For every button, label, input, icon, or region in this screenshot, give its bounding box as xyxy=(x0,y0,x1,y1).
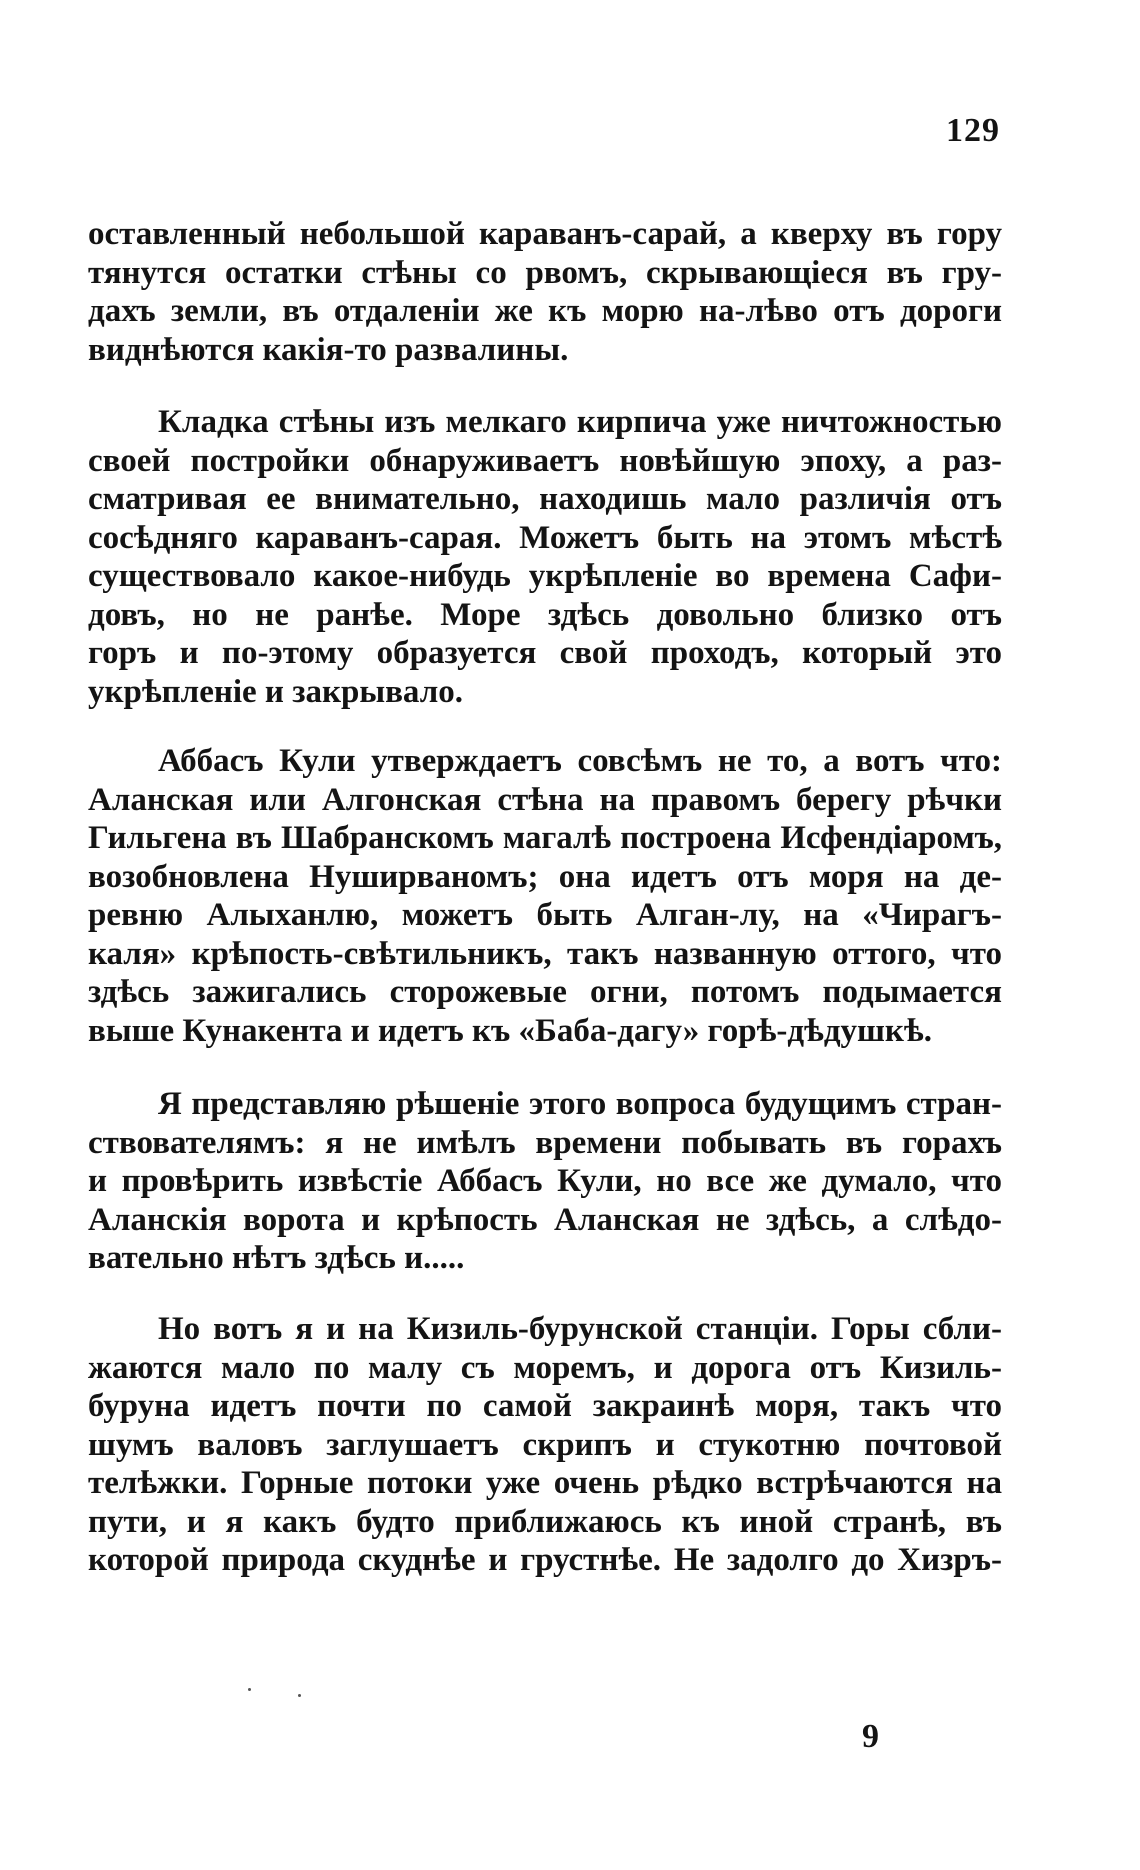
text-line: Но вотъ я и на Кизиль-бурунской станціи. Горы сбли- xyxy=(158,1311,1002,1347)
page-number: 129 xyxy=(946,112,1000,149)
text-line: горъ и по-этому образуется свой проходъ, который это xyxy=(88,635,1002,671)
print-speck xyxy=(248,1688,251,1691)
paragraph-4 xyxy=(88,1085,1002,1278)
paragraph-5 xyxy=(88,1310,1002,1580)
text-line: существовало какое-нибудь укрѣпленіе во времена Сафи- xyxy=(88,558,1002,594)
paragraph-3 xyxy=(88,742,1002,1050)
text-line: оставленный небольшой караванъ-сарай, а кверху въ гору xyxy=(88,216,1002,252)
paragraph-2 xyxy=(88,403,1002,711)
text-line: здѣсь зажигались сторожевые огни, потомъ подымается xyxy=(88,974,1002,1010)
text-line: Я представляю рѣшеніе этого вопроса будущимъ стран- xyxy=(158,1086,1002,1122)
text-line: жаются мало по малу съ моремъ, и дорога отъ Кизиль- xyxy=(88,1349,1002,1386)
text-line: и провѣрить извѣстіе Аббасъ Кули, но все же думало, что xyxy=(88,1163,1002,1199)
text-line: Аббасъ Кули утверждаетъ совсѣмъ не то, а вотъ что: xyxy=(158,743,1002,779)
text-line: своей постройки обнаруживаетъ новѣйшую эпоху, а раз- xyxy=(88,442,1002,479)
text-line: буруна идетъ почти по самой закраинѣ моря, такъ что xyxy=(88,1388,1002,1424)
text-line: пути, и я какъ будто приближаюсь къ иной странѣ, въ xyxy=(88,1503,1002,1540)
text-line: телѣжки. Горные потоки уже очень рѣдко встрѣчаются на xyxy=(88,1465,1002,1501)
signature-mark: 9 xyxy=(862,1718,879,1755)
paragraph-1 xyxy=(88,215,1002,369)
text-line: шумъ валовъ заглушаетъ скрипъ и стукотню почтовой xyxy=(88,1426,1002,1463)
text-line: довъ, но не ранѣе. Море здѣсь довольно близко отъ xyxy=(88,596,1002,633)
text-line: тянутся остатки стѣны со рвомъ, скрывающіеся въ гру- xyxy=(88,254,1002,291)
text-line: возобновлена Нуширваномъ; она идетъ отъ моря на де- xyxy=(88,858,1002,895)
text-line: укрѣпленіе и закрывало. xyxy=(88,673,463,710)
text-line: сосѣдняго караванъ-сарая. Можетъ быть на этомъ мѣстѣ xyxy=(88,519,1002,556)
print-speck xyxy=(298,1694,301,1697)
text-line: дахъ земли, въ отдаленіи же къ морю на-лѣво отъ дороги xyxy=(88,293,1002,329)
text-line: вательно нѣтъ здѣсь и..... xyxy=(88,1240,465,1276)
text-line: виднѣются какія-то развалины. xyxy=(88,331,569,368)
text-line: сматривая ее внимательно, находишь мало различія отъ xyxy=(88,481,1002,517)
text-line: Аланскія ворота и крѣпость Аланская не здѣсь, а слѣдо- xyxy=(88,1201,1002,1238)
text-line: ствователямъ: я не имѣлъ времени побывать въ горахъ xyxy=(88,1124,1002,1161)
text-line: Кладка стѣны изъ мелкаго кирпича уже ничтожностью xyxy=(158,404,1002,440)
text-line: выше Кунакента и идетъ къ «Баба-дагу» горѣ-дѣдушкѣ. xyxy=(88,1012,932,1049)
text-line: каля» крѣпость-свѣтильникъ, такъ названную оттого, что xyxy=(88,935,1002,972)
text-line: которой природа скуднѣе и грустнѣе. Не задолго до Хизръ- xyxy=(88,1542,1002,1578)
text-line: ревню Алыханлю, можетъ быть Алган-лу, на «Чирагъ- xyxy=(88,897,1002,933)
text-line: Аланская или Алгонская стѣна на правомъ берегу рѣчки xyxy=(88,781,1002,818)
text-line: Гильгена въ Шабранскомъ магалѣ построена Исфендіаромъ, xyxy=(88,820,1002,856)
